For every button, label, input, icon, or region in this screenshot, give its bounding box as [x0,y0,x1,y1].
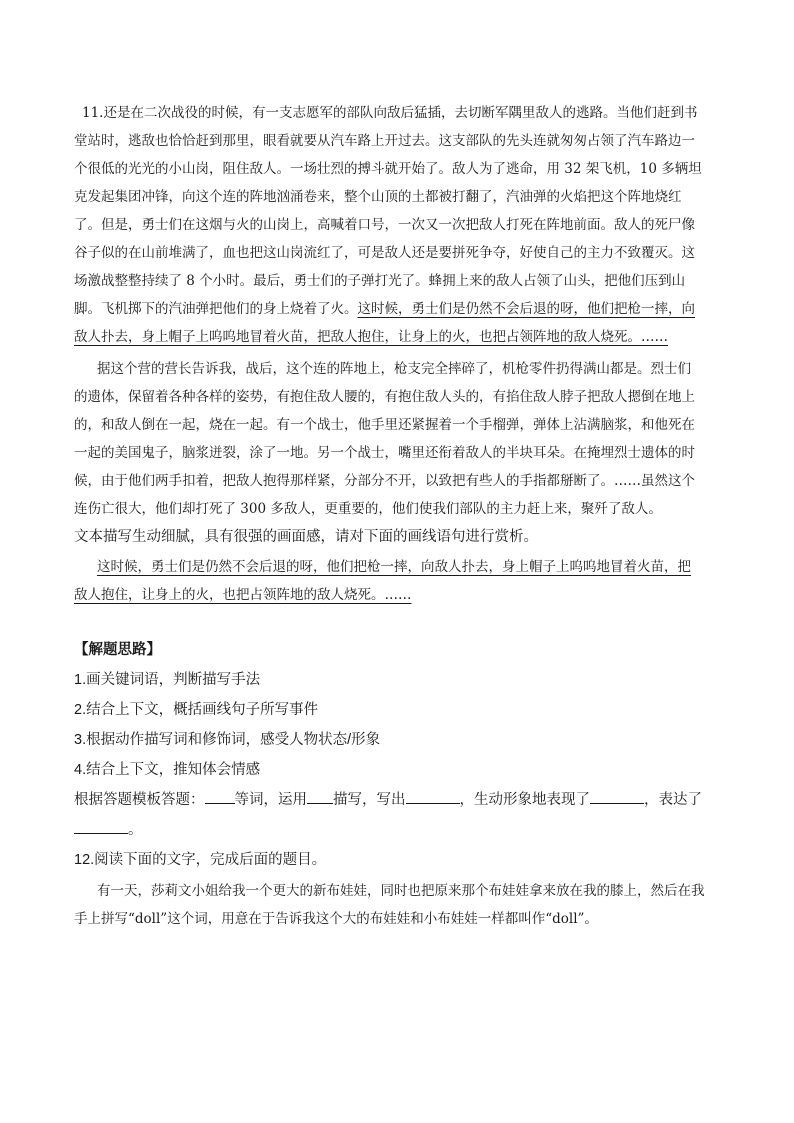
answer-blank-4 [590,789,644,804]
approach-step-4: 4.结合上下文，推知体会情感 [74,762,261,778]
q11-para2-line-6: 连伤亡很大，他们却打死了 300 多敌人，更重要的，他们使我们部队的主力赶上来，聚歼了敌人。 [74,501,662,517]
q12-line-2: 手上拼写“doll”这个词，用意在于告诉我这个大的布娃娃和小布娃娃一样都叫作“doll”。 [74,911,598,927]
q11-line-7: 场激战整整持续了 8 个小时。最后，勇士们的子弹打光了。蜂拥上来的敌人占领了山头，把他们压到山 [74,273,686,289]
template-text-2: 等词，运用 [234,792,307,808]
answer-template [74,788,702,809]
approach-step-3: 3.根据动作描写词和修饰词，感受人物状态/形象 [74,732,381,748]
q11-underlined-sentence-start: 这时候，勇士们是仍然不会后退的呀，他们把枪一摔，向 [357,301,695,317]
answer-template-cont [74,818,143,839]
q11-line-6: 谷子似的在山前堆满了，血也把这山岗流红了，可是敌人还是要拼死争夺，好使自己的主力不致覆灭。这 [74,245,695,261]
answer-blank-5 [74,819,128,834]
q11-para2-line-1: 据这个营的营长告诉我，战后，这个连的阵地上，枪支完全摔碎了，机枪零件扔得满山都是。烈士们 [97,361,691,377]
approach-step-2: 2.结合上下文，概括画线句子所写事件 [74,702,319,718]
q11-line-2: 堂站时，逃敌也恰恰赶到那里，眼看就要从汽车路上开过去。这支部队的先头连就匆匆占领了汽车路边一 [74,133,695,149]
approach-heading: 【解题思路】 [74,642,161,658]
answer-blank-2 [307,789,333,804]
q11-quote-line-1: 这时候，勇士们是仍然不会后退的呀，他们把枪一摔，向敌人扑去，身上帽子上呜呜地冒着火苗，把 [97,559,691,575]
q11-underlined-sentence-end: 敌人扑去，身上帽子上呜呜地冒着火苗，把敌人抱住，让身上的火，也把占领阵地的敌人烧死。…… [74,329,668,345]
q11-line-8-plain: 脚。飞机掷下的汽油弹把他们的身上烧着了火。 [74,301,358,317]
q12-line-1: 有一天，莎莉文小姐给我一个更大的新布娃娃，同时也把原来那个布娃娃拿来放在我的膝上，然后在我 [97,883,705,899]
q11-prompt: 文本描写生动细腻，具有很强的画面感，请对下面的画线语句进行赏析。 [74,529,538,545]
answer-blank-1 [205,789,235,804]
q11-para2-line-3: 的，和敌人倒在一起，烧在一起。有一个战士，他手里还紧握着一个手榴弹，弹体上沾满脑浆，和他死在 [74,417,695,433]
q11-line-5: 了。但是，勇士们在这烟与火的山岗上，高喊着口号，一次又一次把敌人打死在阵地前面。敌人的死尸像 [74,217,695,233]
template-text-4: ，生动形象地表现了 [459,792,590,808]
q11-para2-line-2: 的遗体，保留着各种各样的姿势，有抱住敌人腰的，有抱住敌人头的，有掐住敌人脖子把敌人摁倒在地上 [74,389,695,405]
approach-step-1: 1.画关键词语，判断描写手法 [74,672,261,688]
q11-para2-line-4: 一起的美国鬼子，脑浆迸裂，涂了一地。另一个战士，嘴里还衔着敌人的半块耳朵。在掩埋烈士遗体的时 [74,445,695,461]
q11-line-3: 个很低的光光的小山岗，阻住敌人。一场壮烈的搏斗就开始了。敌人为了逃命，用 32 架飞机，10 多辆坦 [74,161,702,177]
template-text-3: 描写，写出 [333,792,406,808]
template-text-1: 根据答题模板答题： [74,792,205,808]
q11-line-1: 11.还是在二次战役的时候，有一支志愿军的部队向敌后猛插，去切断军隅里敌人的逃路。当他们赶到书 [82,105,698,121]
template-text-5: ，表达了 [644,792,702,808]
answer-blank-3 [406,789,460,804]
q11-line-4: 克发起集团冲锋，向这个连的阵地汹涌卷来，整个山顶的土都被打翻了，汽油弹的火焰把这个阵地烧红 [74,189,682,205]
q11-line-8 [74,297,695,317]
q11-quote-line-2: 敌人抱住，让身上的火，也把占领阵地的敌人烧死。…… [74,587,412,603]
q11-para2-line-5: 候，由于他们两手扣着，把敌人抱得那样紧，分部分不开，以致把有些人的手指都掰断了。……虽然这个 [74,473,695,489]
template-text-6: 。 [128,822,143,838]
q12-title: 12.阅读下面的文字，完成后面的题目。 [74,852,327,868]
